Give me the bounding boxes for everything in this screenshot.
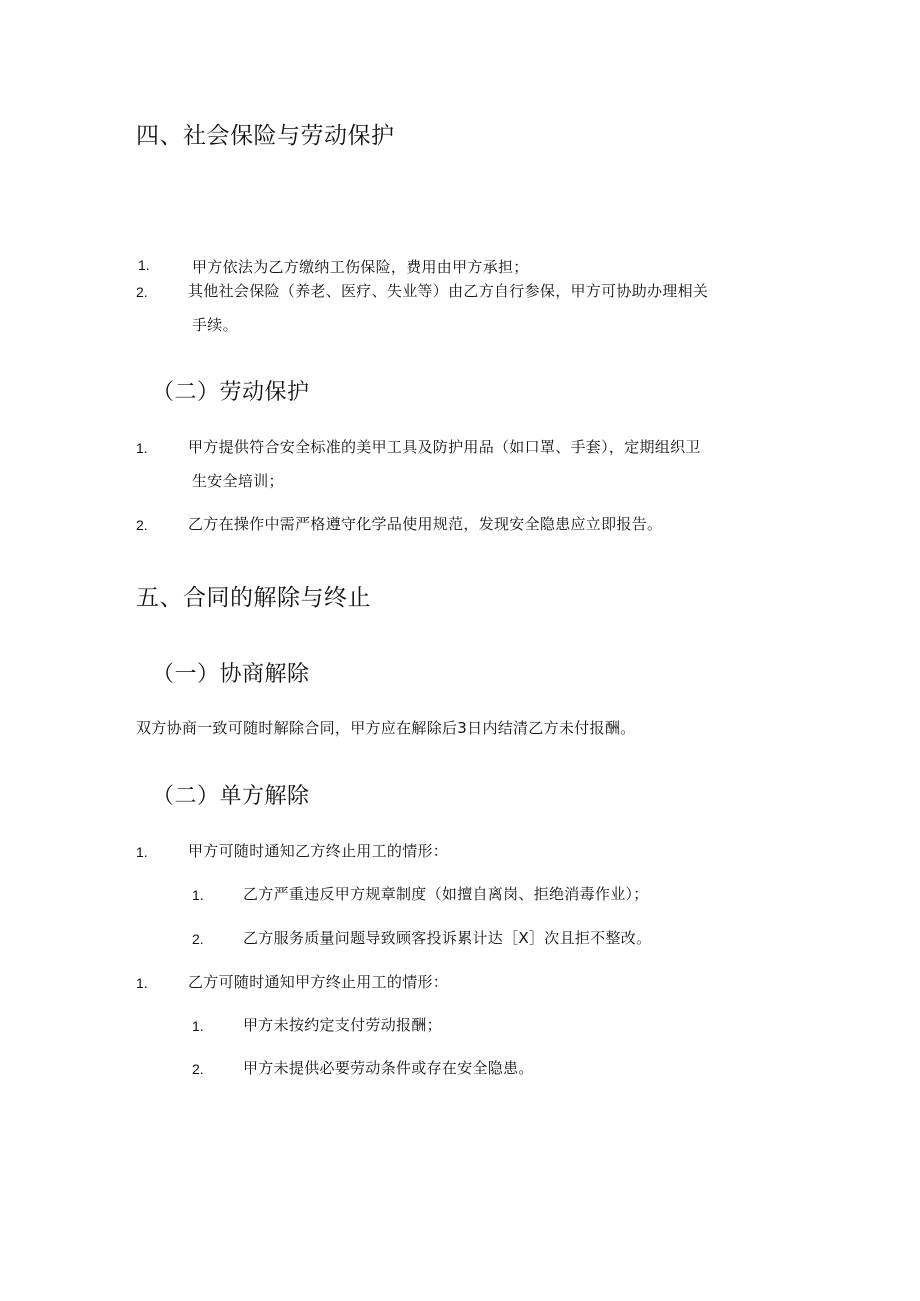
sublist-number: 2.	[192, 1061, 204, 1077]
sublist-item-text: 乙方严重违反甲方规章制度（如擅自离岗、拒绝消毒作业）；	[243, 885, 649, 903]
list-item-text: 甲方依法为乙方缴纳工伤保险，费用由甲方承担；	[192, 258, 529, 276]
list-item-text: 其他社会保险（养老、医疗、失业等）由乙方自行参保，甲方可协助办理相关	[188, 282, 709, 300]
subsection-heading: （一）协商解除	[152, 662, 310, 687]
section-heading-5: 五、合同的解除与终止	[136, 585, 371, 611]
subsection-heading: （二）劳动保护	[152, 380, 310, 405]
list-item-text: 甲方可随时通知乙方终止用工的情形：	[188, 842, 449, 860]
list-number: 1.	[138, 257, 150, 273]
sublist-number: 2.	[192, 931, 204, 947]
list-item-text: 乙方可随时通知甲方终止用工的情形：	[188, 973, 449, 991]
sublist-item-text: 甲方未按约定支付劳动报酬；	[243, 1016, 442, 1034]
section-heading-4: 四、社会保险与劳动保护	[136, 123, 395, 149]
sublist-item-text: 乙方服务质量问题导致顾客投诉累计达［X］次且拒不整改。	[243, 929, 652, 947]
list-item-text: 甲方提供符合安全标准的美甲工具及防护用品（如口罩、手套），定期组织卫	[188, 438, 701, 456]
sublist-number: 1.	[192, 1018, 204, 1034]
list-item-continuation: 手续。	[192, 316, 238, 334]
list-number: 2.	[136, 284, 148, 300]
sublist-item-text: 甲方未提供必要劳动条件或存在安全隐患。	[243, 1059, 534, 1077]
sublist-number: 1.	[192, 887, 204, 903]
subsection-heading: （二）单方解除	[152, 784, 310, 809]
list-item-text: 乙方在操作中需严格遵守化学品使用规范，发现安全隐患应立即报告。	[188, 515, 663, 533]
list-number: 1.	[136, 975, 148, 991]
list-number: 2.	[136, 517, 148, 533]
list-item-continuation: 生安全培训；	[192, 472, 284, 490]
list-number: 1.	[136, 440, 148, 456]
paragraph: 双方协商一致可随时解除合同，甲方应在解除后3日内结清乙方未付报酬。	[136, 719, 636, 737]
list-number: 1.	[136, 844, 148, 860]
